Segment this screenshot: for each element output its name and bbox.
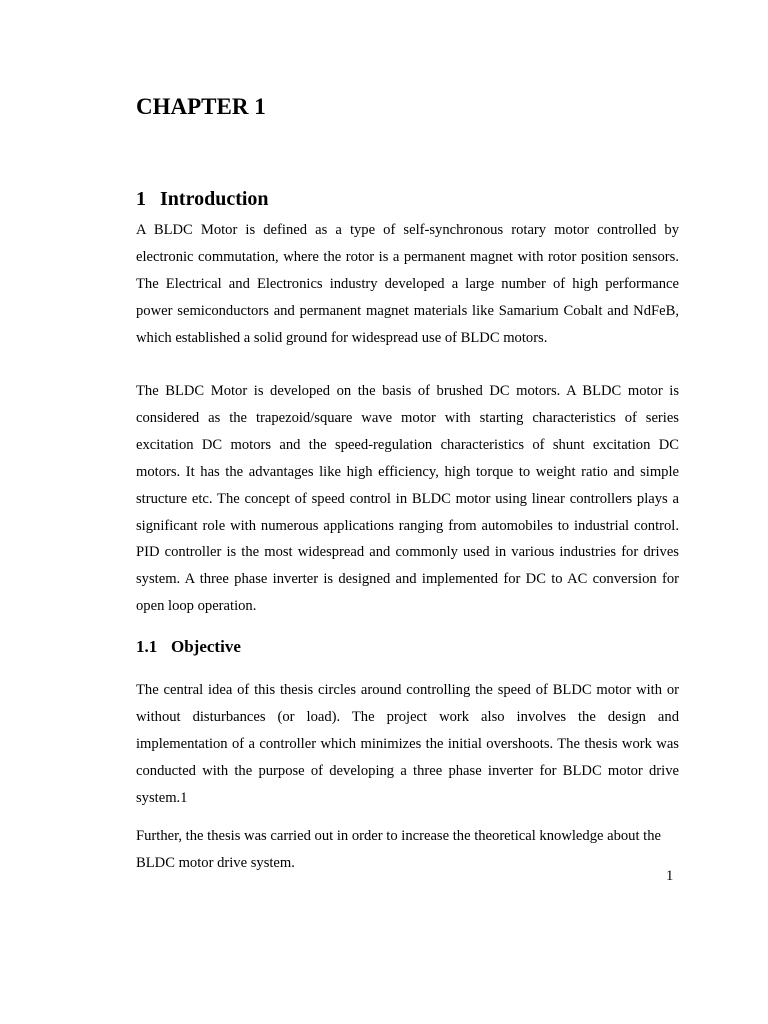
chapter-title: CHAPTER 1 xyxy=(136,94,266,119)
section-title: Introduction xyxy=(160,188,269,210)
subsection-heading xyxy=(136,636,241,658)
section-number: 1 xyxy=(136,188,146,210)
subsection-title: Objective xyxy=(171,637,241,656)
page-number: 1 xyxy=(666,868,674,884)
objective-paragraph-1: The central idea of this thesis circles around controlling the speed of BLDC motor with or without disturbances (or load). The project work also involves the design and implementation of a controller which minimizes the initial overshoots. The thesis work was conducted with the purpose of developing a three phase inverter for BLDC motor drive system.1 xyxy=(136,682,679,806)
intro-paragraph-1: A BLDC Motor is defined as a type of self-synchronous rotary motor controlled by electronic commutation, where the rotor is a permanent magnet with rotor position sensors. The Electrical and Electronics industry developed a large number of high performance power semiconductors and permanent magnet materials like Samarium Cobalt and NdFeB, which established a solid ground for widespread use of BLDC motors. xyxy=(136,222,679,346)
intro-paragraph-2: The BLDC Motor is developed on the basis of brushed DC motors. A BLDC motor is considered as the trapezoid/square wave motor with starting characteristics of series excitation DC motors and the speed-regulation characteristics of shunt excitation DC motors. It has the advantages like high efficiency, high torque to weight ratio and simple structure etc. The concept of speed control in BLDC motor using linear controllers plays a significant role with numerous applications ranging from automobiles to industrial control. PID controller is the most widespread and commonly used in various industries for drives system. A three phase inverter is designed and implemented for DC to AC conversion for open loop operation. xyxy=(136,383,679,615)
objective-paragraph-2: Further, the thesis was carried out in order to increase the theoretical knowledge about the BLDC motor drive system. xyxy=(136,828,662,871)
subsection-number: 1.1 xyxy=(136,637,158,656)
section-heading xyxy=(136,186,269,212)
